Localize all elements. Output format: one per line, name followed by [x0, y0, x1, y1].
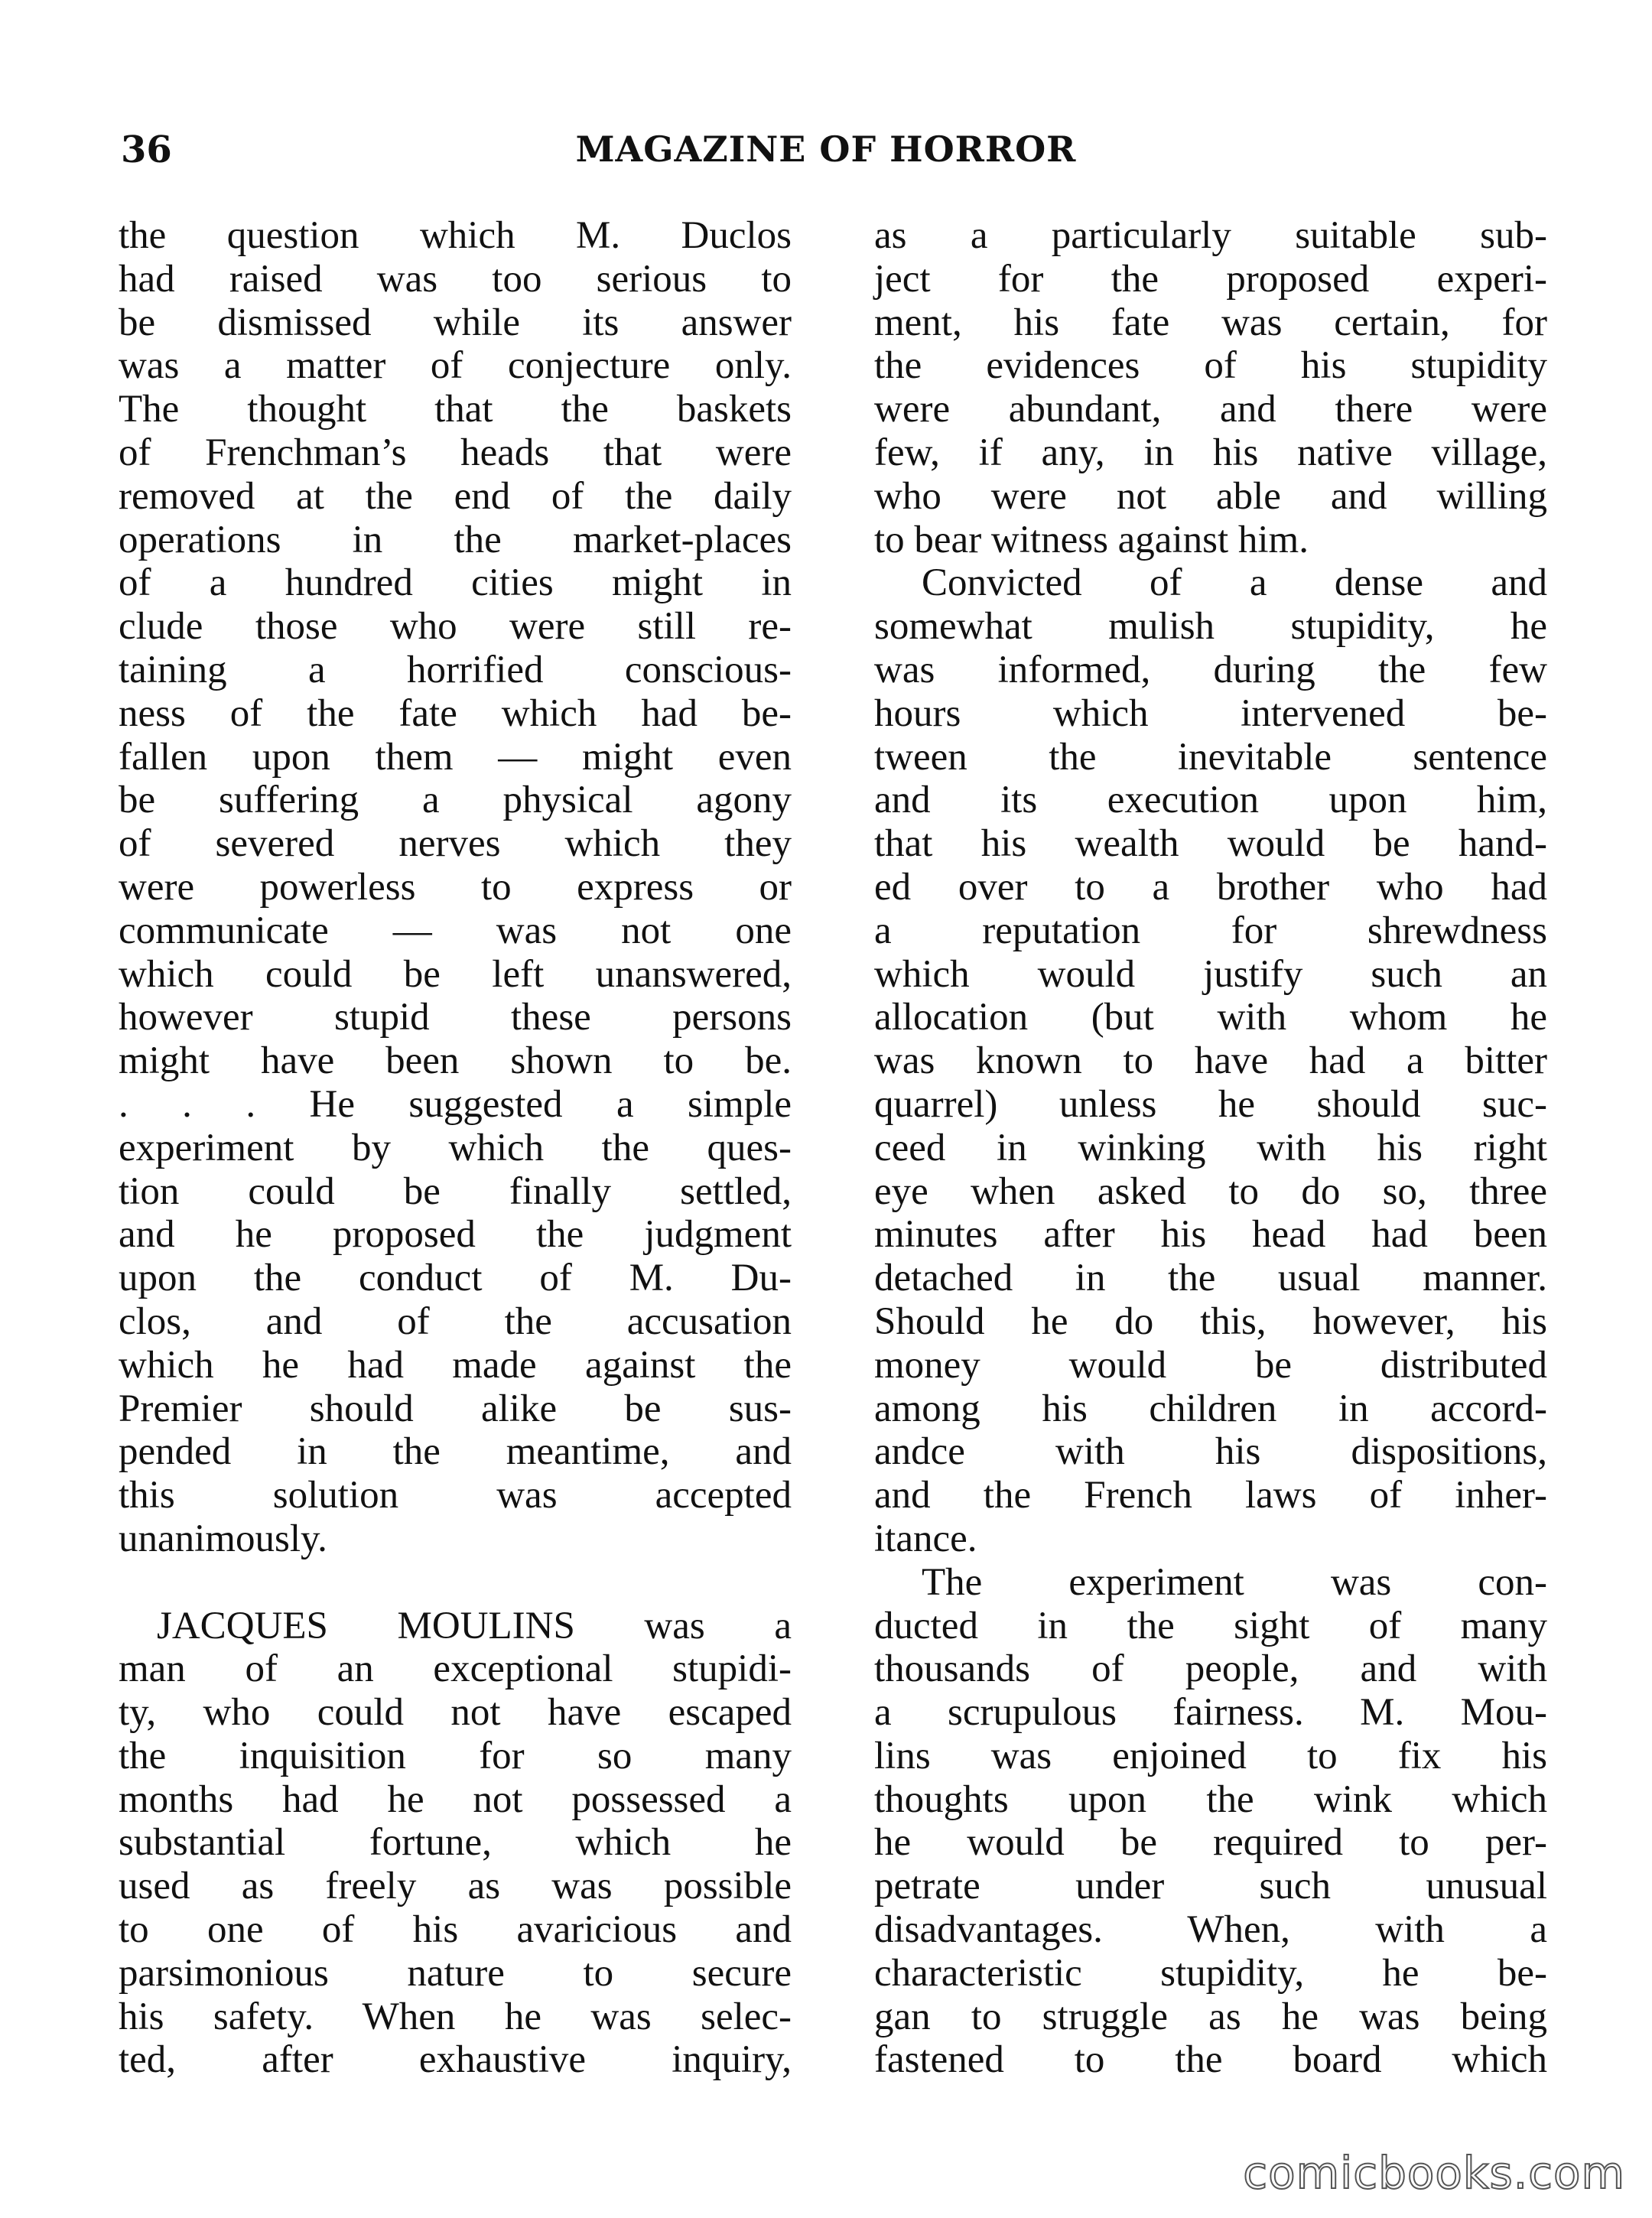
text-line: substantial fortune, which he	[119, 1821, 792, 1865]
paragraph-first-line: Convicted of a dense and	[922, 561, 1547, 605]
text-line: ted, after exhaustive inquiry,	[119, 2038, 792, 2082]
text-line: that his wealth would be hand-	[874, 822, 1547, 866]
text-line: be suffering a physical agony	[119, 779, 792, 822]
text-line: which would justify such an	[874, 952, 1547, 996]
text-line: quarrel) unless he should suc-	[874, 1082, 1547, 1126]
text-line: were abundant, and there were	[874, 388, 1547, 431]
text-line: to one of his avaricious and	[119, 1908, 792, 1952]
text-line: ject for the proposed experi-	[874, 257, 1547, 301]
text-line: eye when asked to do so, three	[874, 1169, 1547, 1213]
text-line: gan to struggle as he was being	[874, 1995, 1547, 2038]
text-line: he would be required to per-	[874, 1821, 1547, 1865]
text-line: thousands of people, and with	[874, 1647, 1547, 1691]
text-line: detached in the usual manner.	[874, 1257, 1547, 1300]
text-line: lins was enjoined to fix his	[874, 1734, 1547, 1777]
text-line: his safety. When he was selec-	[119, 1995, 792, 2038]
text-line: minutes after his head had been	[874, 1213, 1547, 1257]
text-line: parsimonious nature to secure	[119, 1951, 792, 1995]
text-line: ceed in winking with his right	[874, 1126, 1547, 1169]
text-line: used as freely as was possible	[119, 1865, 792, 1908]
text-line: was known to have had a bitter	[874, 1039, 1547, 1083]
text-line: the question which M. Duclos	[119, 214, 792, 257]
text-line: ed over to a brother who had	[874, 865, 1547, 909]
text-line: was a matter of conjecture only.	[119, 344, 792, 388]
text-line: and he proposed the judgment	[119, 1213, 792, 1257]
text-line: of a hundred cities might in	[119, 561, 792, 605]
text-line: clude those who were still re-	[119, 605, 792, 649]
text-line: Premier should alike be sus-	[119, 1387, 792, 1430]
text-line: petrate under such unusual	[874, 1865, 1547, 1908]
text-line: operations in the market-places	[119, 518, 792, 561]
text-line: clos, and of the accusation	[119, 1299, 792, 1343]
text-line: . . . He suggested a simple	[119, 1082, 792, 1126]
text-line: months had he not possessed a	[119, 1777, 792, 1821]
text-line: a reputation for shrewdness	[874, 909, 1547, 952]
text-line: taining a horrified conscious-	[119, 648, 792, 691]
text-line: The thought that the baskets	[119, 388, 792, 431]
running-title: MAGAZINE OF HORROR	[575, 128, 1077, 170]
text-line: of severed nerves which they	[119, 822, 792, 866]
watermark: comicbooks.com	[1243, 2147, 1625, 2199]
text-line: who were not able and willing	[874, 474, 1547, 518]
left-column	[119, 214, 792, 2082]
text-line: the inquisition for so many	[119, 1734, 792, 1777]
text-line: and the French laws of inher-	[874, 1474, 1547, 1517]
text-line: among his children in accord-	[874, 1387, 1547, 1430]
text-line: was informed, during the few	[874, 648, 1547, 691]
text-line: man of an exceptional stupidi-	[119, 1647, 792, 1691]
text-line: ment, his fate was certain, for	[874, 301, 1547, 344]
text-line: few, if any, in his native village,	[874, 431, 1547, 474]
text-line: to bear witness against him.	[874, 518, 1309, 561]
text-line: as a particularly suitable sub-	[874, 214, 1547, 257]
text-line: fastened to the board which	[874, 2038, 1547, 2082]
text-line: communicate — was not one	[119, 909, 792, 952]
text-line: had raised was too serious to	[119, 257, 792, 301]
text-line: which could be left unanswered,	[119, 952, 792, 996]
text-line: and its execution upon him,	[874, 779, 1547, 822]
paragraph-first-line: The experiment was con-	[922, 1560, 1547, 1604]
text-line: a scrupulous fairness. M. Mou-	[874, 1691, 1547, 1735]
text-line: characteristic stupidity, he be-	[874, 1951, 1547, 1995]
text-line: this solution was accepted	[119, 1474, 792, 1517]
text-line: thoughts upon the wink which	[874, 1777, 1547, 1821]
text-line: ness of the fate which had be-	[119, 691, 792, 735]
text-line: somewhat mulish stupidity, he	[874, 605, 1547, 649]
text-line: tion could be finally settled,	[119, 1169, 792, 1213]
text-line: be dismissed while its answer	[119, 301, 792, 344]
paragraph-break	[119, 1561, 792, 1605]
text-line: hours which intervened be-	[874, 691, 1547, 735]
text-line: the evidences of his stupidity	[874, 344, 1547, 388]
text-line: allocation (but with whom he	[874, 996, 1547, 1039]
text-line: disadvantages. When, with a	[874, 1908, 1547, 1952]
text-line: andce with his dispositions,	[874, 1430, 1547, 1474]
text-line: upon the conduct of M. Du-	[119, 1257, 792, 1300]
text-line: which he had made against the	[119, 1343, 792, 1387]
text-line: experiment by which the ques-	[119, 1126, 792, 1169]
text-line: might have been shown to be.	[119, 1039, 792, 1083]
text-line: fallen upon them — might even	[119, 735, 792, 779]
text-line: tween the inevitable sentence	[874, 735, 1547, 779]
text-line: of Frenchman’s heads that were	[119, 431, 792, 474]
text-line: Should he do this, however, his	[874, 1299, 1547, 1343]
text-line: unanimously.	[119, 1517, 327, 1560]
section-opening-line: JACQUES MOULINS was a	[157, 1604, 792, 1647]
text-line: ducted in the sight of many	[874, 1604, 1547, 1647]
text-line: were powerless to express or	[119, 865, 792, 909]
page-number: 36	[121, 128, 172, 171]
text-line: however stupid these persons	[119, 996, 792, 1039]
text-line: money would be distributed	[874, 1343, 1547, 1387]
text-line: ty, who could not have escaped	[119, 1691, 792, 1735]
text-line: pended in the meantime, and	[119, 1430, 792, 1474]
text-line: itance.	[874, 1517, 977, 1560]
right-column	[874, 214, 1547, 2082]
text-line: removed at the end of the daily	[119, 474, 792, 518]
